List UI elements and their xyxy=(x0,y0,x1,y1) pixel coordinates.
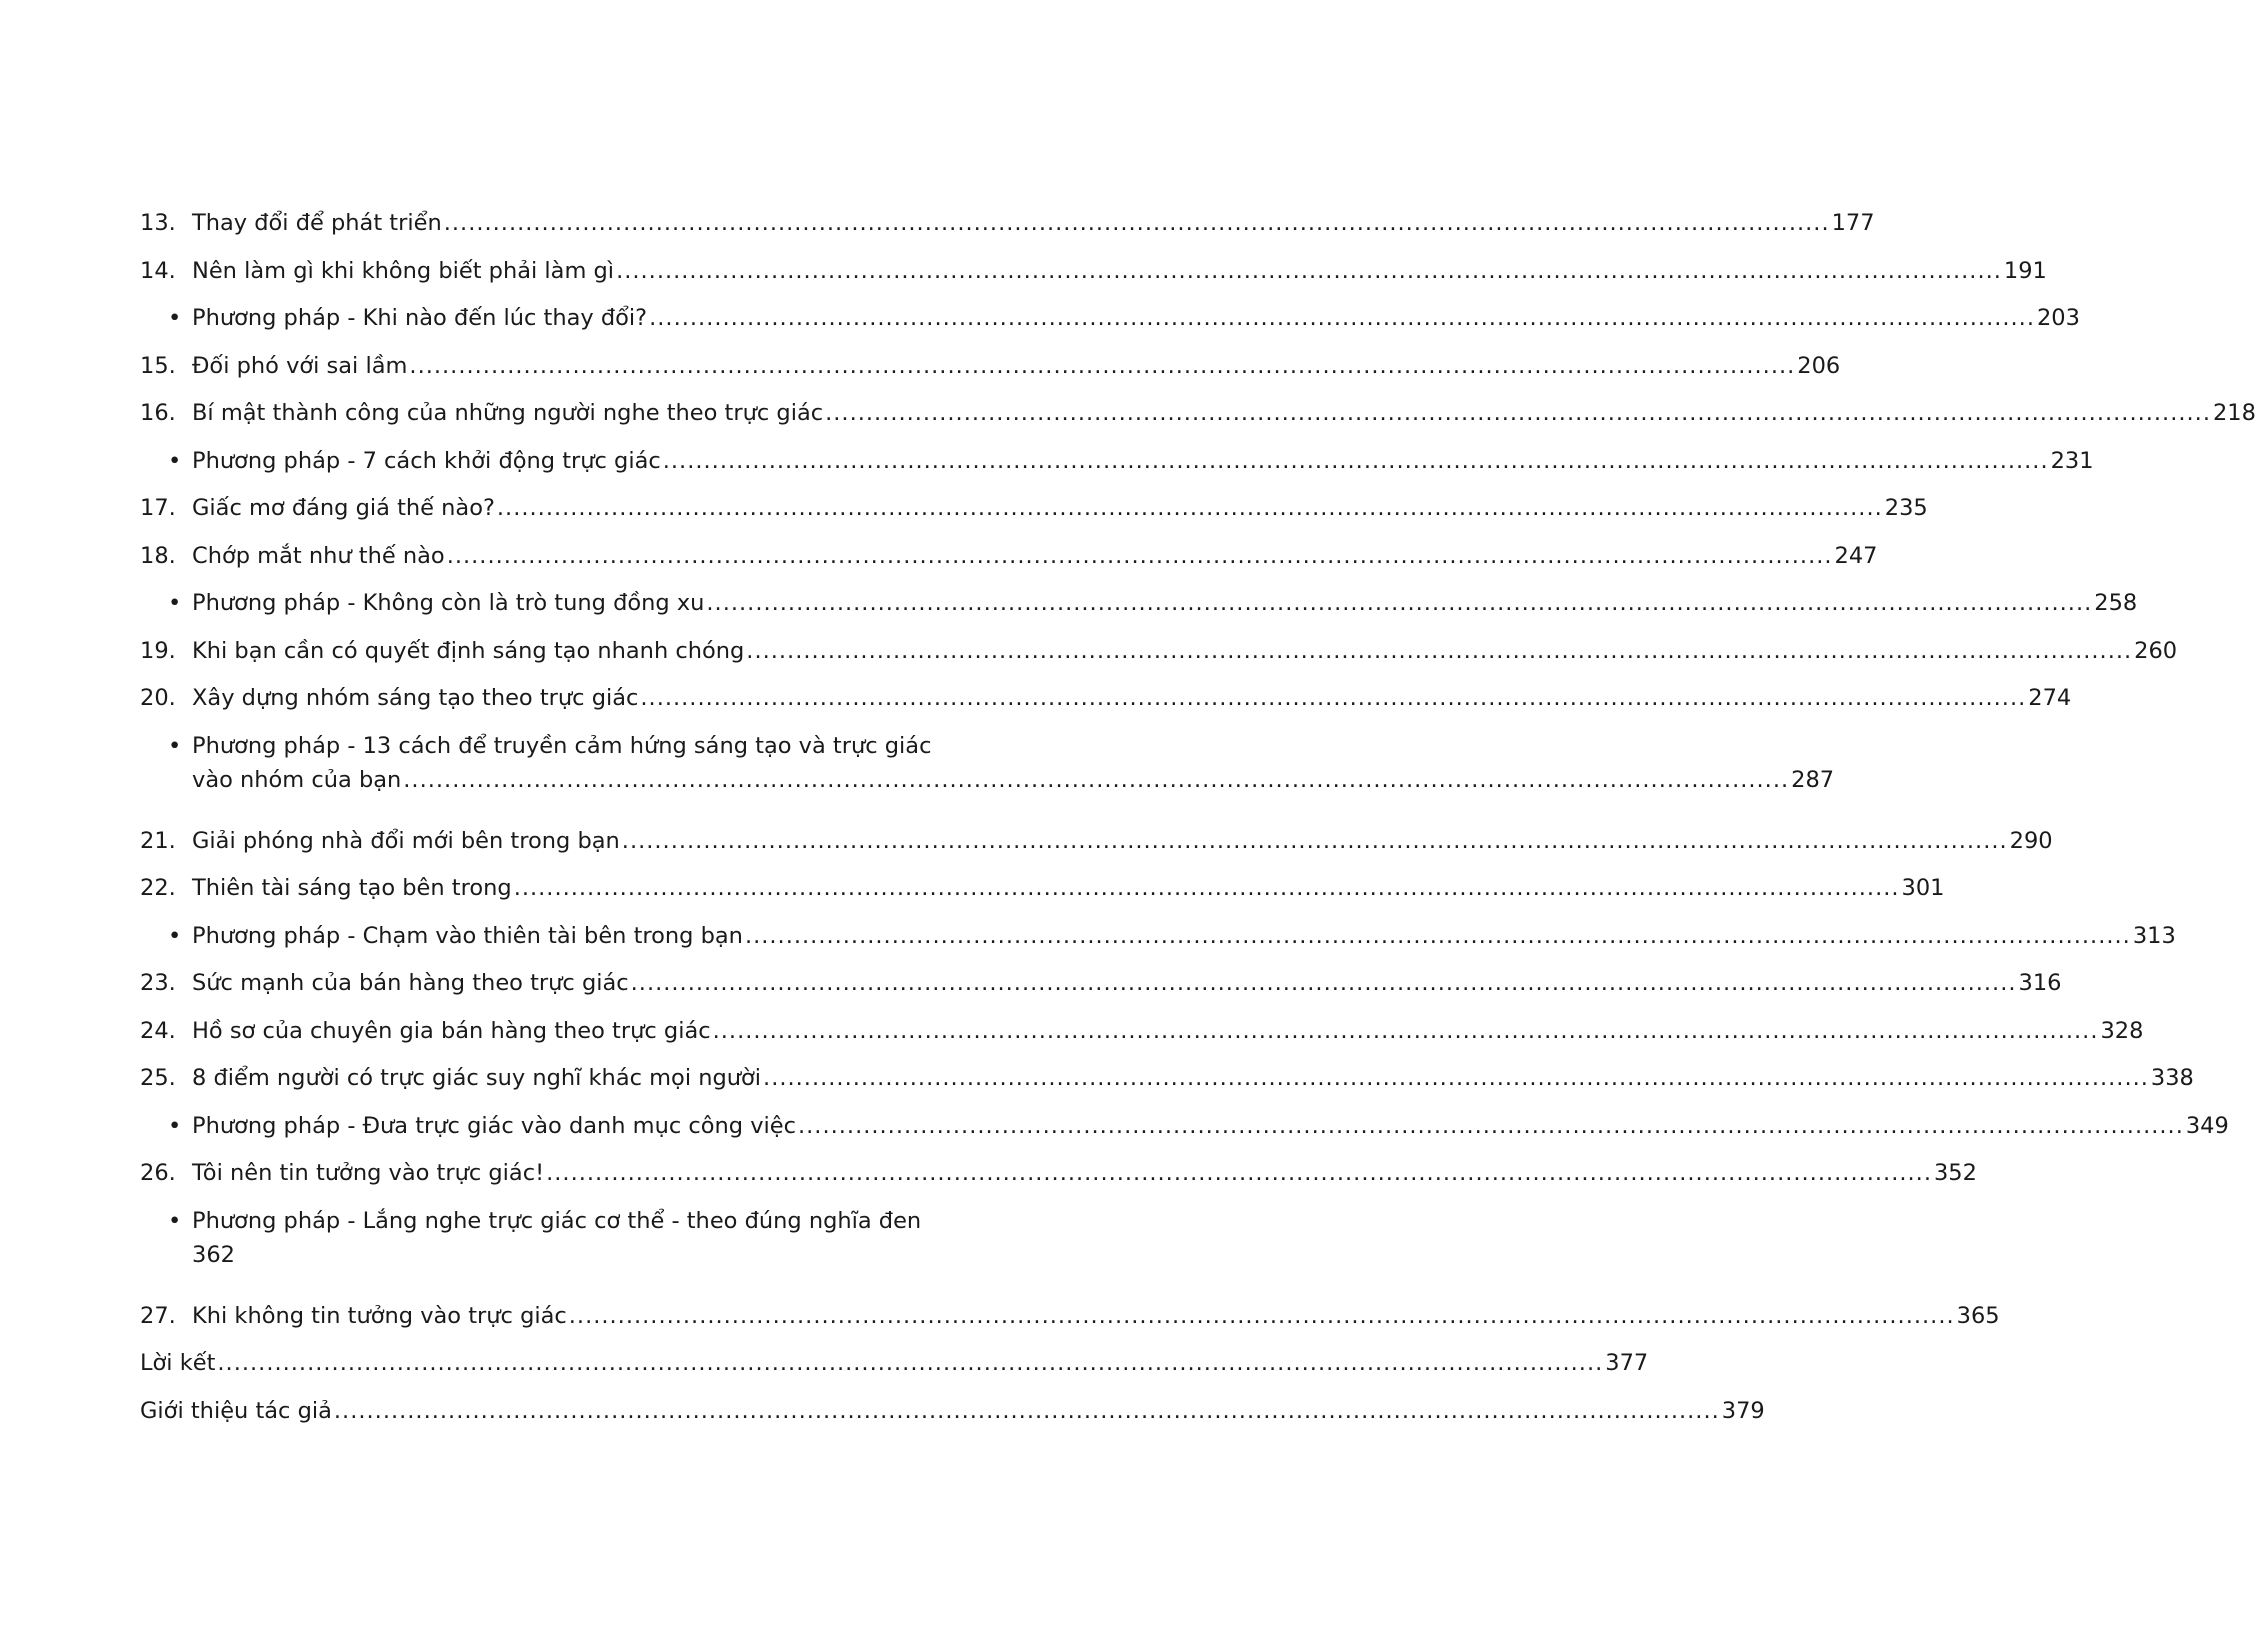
entry-title: Chớp mắt như thế nào xyxy=(192,542,445,569)
page-number: 260 xyxy=(2134,637,2178,664)
page-number: 377 xyxy=(1605,1350,1649,1376)
entry-title-line1: Phương pháp - Lắng nghe trực giác cơ thể - theo đúng nghĩa đen xyxy=(192,1207,922,1234)
toc-subentry xyxy=(140,301,2080,349)
page-number: 274 xyxy=(2028,685,2072,711)
entry-title-line2: vào nhóm của bạn xyxy=(192,766,402,793)
toc-subentry xyxy=(140,1204,978,1299)
entry-title: Phương pháp - 7 cách khởi động trực giác xyxy=(192,447,661,474)
toc-entry xyxy=(140,1014,2144,1062)
entry-title: Bí mật thành công của những người nghe theo trực giác xyxy=(192,400,824,426)
entry-title: Phương pháp - Không còn là trò tung đồng xu xyxy=(192,590,705,616)
entry-title: Giới thiệu tác giả xyxy=(140,1397,332,1424)
page-number: 218 xyxy=(2212,400,2256,426)
page-number: 203 xyxy=(2036,305,2080,331)
toc-entry xyxy=(140,966,2062,1014)
page-number: 231 xyxy=(2050,447,2094,474)
entry-title: Khi bạn cần có quyết định sáng tạo nhanh chóng xyxy=(192,637,745,664)
toc-subentry xyxy=(140,729,1835,824)
dot-leader xyxy=(706,586,2092,620)
entry-title: Khi không tin tưởng vào trực giác xyxy=(192,1302,567,1329)
entry-number: 27. xyxy=(140,1302,176,1329)
page-number: 338 xyxy=(2150,1065,2194,1091)
entry-title: Nên làm gì khi không biết phải làm gì xyxy=(192,257,615,284)
entry-number: 15. xyxy=(140,352,176,379)
entry-number: 24. xyxy=(140,1017,176,1044)
dot-leader xyxy=(447,539,1833,573)
toc-subentry xyxy=(140,1109,2229,1157)
dot-leader xyxy=(713,1014,2099,1048)
entry-title: Phương pháp - Đưa trực giác vào danh mục công việc xyxy=(192,1112,796,1139)
dot-leader xyxy=(649,301,2035,335)
page-number: 247 xyxy=(1834,542,1878,569)
page-number: 258 xyxy=(2094,590,2138,616)
toc-entry xyxy=(140,396,2256,444)
entry-title: Hồ sơ của chuyên gia bán hàng theo trực giác xyxy=(192,1017,711,1044)
bullet: • xyxy=(168,1112,182,1139)
page-number: 301 xyxy=(1901,875,1945,901)
entry-title: Đối phó với sai lầm xyxy=(192,352,408,379)
page-number: 352 xyxy=(1933,1160,1977,1186)
dot-leader xyxy=(763,1061,2149,1095)
dot-leader xyxy=(745,919,2131,953)
entry-number: 16. xyxy=(140,400,176,426)
entry-title: Phương pháp - Khi nào đến lúc thay đổi? xyxy=(192,305,648,331)
entry-title: Thay đổi để phát triển xyxy=(192,210,442,236)
bullet: • xyxy=(168,305,182,331)
dot-leader xyxy=(622,824,2008,858)
bullet: • xyxy=(168,1207,182,1234)
dot-leader xyxy=(798,1109,2184,1143)
toc-entry xyxy=(140,349,1841,397)
dot-leader xyxy=(497,491,1883,525)
toc-entry xyxy=(140,1156,1977,1204)
dot-leader xyxy=(334,1394,1720,1428)
page-number: 316 xyxy=(2018,970,2062,996)
page-number: 206 xyxy=(1797,352,1841,379)
dot-leader xyxy=(569,1299,1955,1333)
toc-entry xyxy=(140,1394,1765,1442)
dot-leader xyxy=(514,871,1900,905)
entry-number: 21. xyxy=(140,827,176,854)
entry-number: 18. xyxy=(140,542,176,569)
bullet: • xyxy=(168,590,182,616)
bullet: • xyxy=(168,922,182,949)
toc-entry xyxy=(140,634,2178,682)
toc-entry xyxy=(140,1346,1649,1394)
entry-title-line2: 362 xyxy=(192,1241,235,1268)
dot-leader xyxy=(546,1156,1932,1190)
entry-title: 8 điểm người có trực giác suy nghĩ khác mọi người xyxy=(192,1065,762,1091)
entry-title: Xây dựng nhóm sáng tạo theo trực giác xyxy=(192,685,639,711)
dot-leader xyxy=(403,763,1789,797)
page-number: 313 xyxy=(2132,922,2176,949)
dot-leader xyxy=(640,681,2026,715)
entry-number: 25. xyxy=(140,1065,176,1091)
entry-title: Tôi nên tin tưởng vào trực giác! xyxy=(192,1160,545,1186)
page-number: 290 xyxy=(2009,827,2053,854)
page-number: 365 xyxy=(1956,1302,2000,1329)
dot-leader xyxy=(631,966,2017,1000)
page-number: 287 xyxy=(1791,766,1835,793)
bullet: • xyxy=(168,447,182,474)
toc-subentry xyxy=(140,586,2138,634)
page-number: 349 xyxy=(2185,1112,2229,1139)
page-number: 177 xyxy=(1831,210,1875,236)
entry-title: Thiên tài sáng tạo bên trong xyxy=(192,875,512,901)
entry-number: 22. xyxy=(140,875,176,901)
toc-subentry xyxy=(140,444,2094,492)
bullet: • xyxy=(168,732,182,759)
toc-entry xyxy=(140,871,1945,919)
entry-number: 20. xyxy=(140,685,176,711)
dot-leader xyxy=(825,396,2211,430)
toc-entry xyxy=(140,206,1875,254)
entry-number: 19. xyxy=(140,637,176,664)
dot-leader xyxy=(663,444,2049,478)
entry-number: 23. xyxy=(140,970,176,996)
entry-title: Sức mạnh của bán hàng theo trực giác xyxy=(192,970,629,996)
entry-title: Giải phóng nhà đổi mới bên trong bạn xyxy=(192,827,620,854)
table-of-contents xyxy=(140,206,2256,1441)
entry-number: 26. xyxy=(140,1160,176,1186)
entry-title: Lời kết xyxy=(140,1350,216,1376)
dot-leader xyxy=(746,634,2132,668)
page-number: 379 xyxy=(1721,1397,1765,1424)
toc-entry xyxy=(140,491,1928,539)
dot-leader xyxy=(616,254,2002,288)
page-number: 235 xyxy=(1884,495,1928,521)
toc-entry xyxy=(140,1299,2000,1347)
entry-title: Giấc mơ đáng giá thế nào? xyxy=(192,495,495,521)
page-number: 191 xyxy=(2003,257,2047,284)
entry-title: Phương pháp - Chạm vào thiên tài bên trong bạn xyxy=(192,922,743,949)
entry-number: 13. xyxy=(140,210,176,236)
toc-entry xyxy=(140,824,2053,872)
toc-entry xyxy=(140,254,2047,302)
entry-title-line1: Phương pháp - 13 cách để truyền cảm hứng sáng tạo và trực giác xyxy=(192,732,932,759)
entry-number: 14. xyxy=(140,257,176,284)
toc-subentry xyxy=(140,919,2176,967)
dot-leader xyxy=(444,206,1830,240)
entry-number: 17. xyxy=(140,495,176,521)
page-number: 328 xyxy=(2100,1017,2144,1044)
dot-leader xyxy=(217,1346,1603,1380)
toc-entry xyxy=(140,539,1878,587)
dot-leader xyxy=(409,349,1795,383)
toc-entry xyxy=(140,681,2072,729)
toc-entry xyxy=(140,1061,2194,1109)
